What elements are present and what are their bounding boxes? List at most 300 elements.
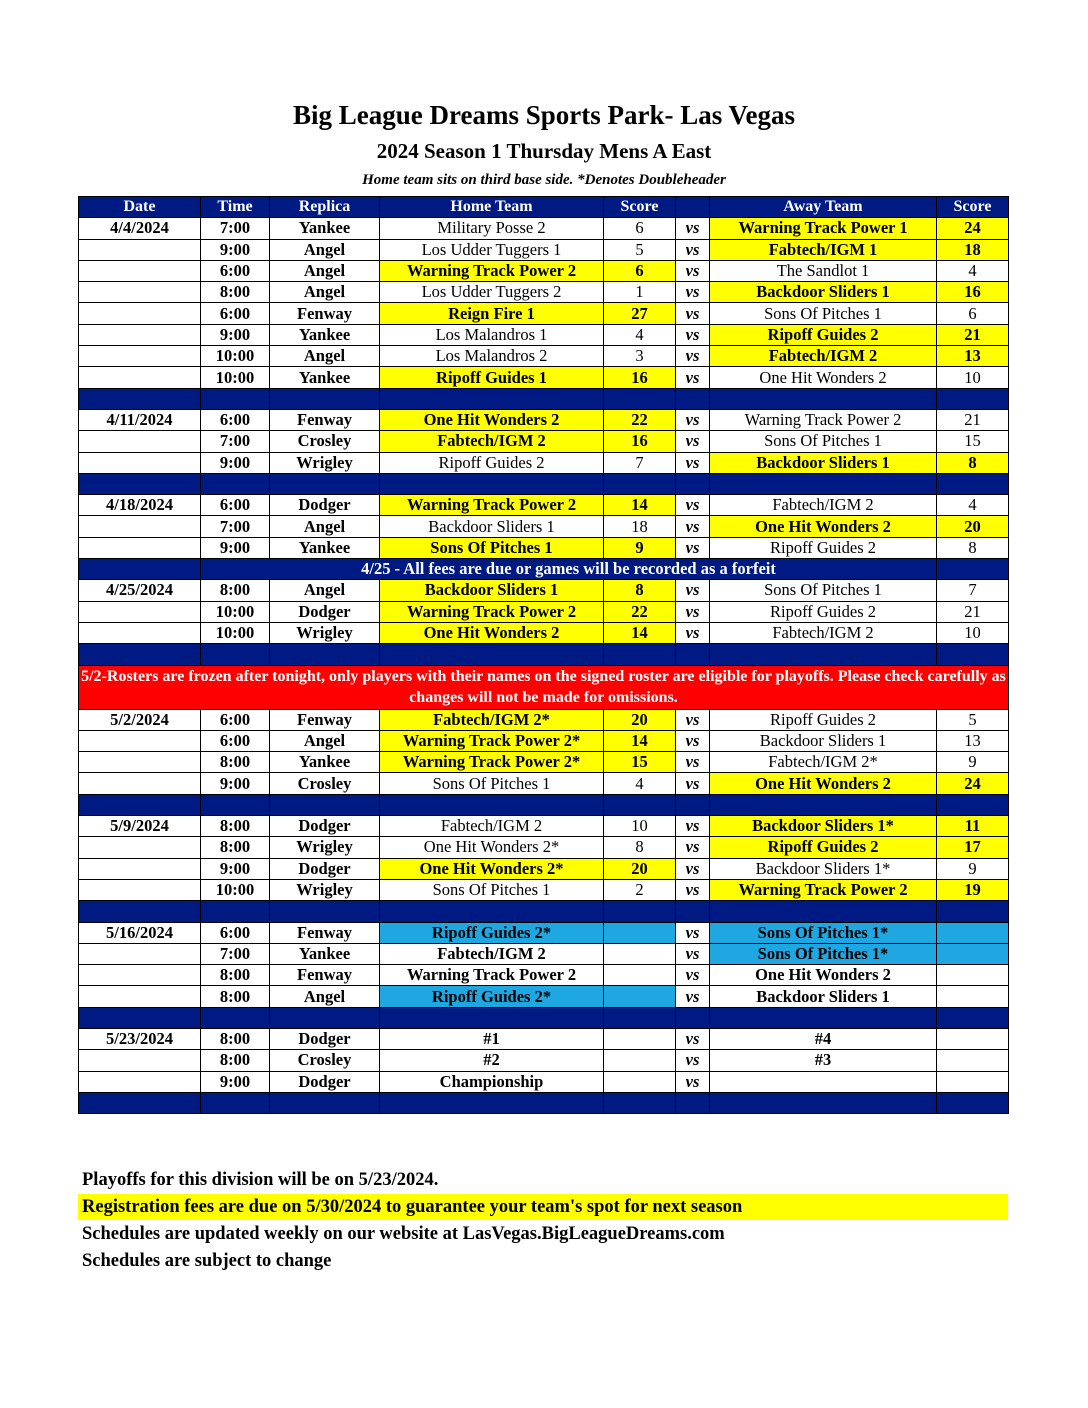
home-score bbox=[604, 922, 676, 943]
game-time: 7:00 bbox=[201, 431, 270, 452]
game-row bbox=[79, 837, 1009, 858]
separator-row bbox=[79, 644, 1009, 665]
game-time: 8:00 bbox=[201, 282, 270, 303]
away-team: One Hit Wonders 2 bbox=[710, 516, 937, 537]
home-team: Los Malandros 1 bbox=[380, 324, 604, 345]
vs-label: vs bbox=[676, 409, 710, 430]
game-date bbox=[79, 858, 201, 879]
fee-notice-end-cell bbox=[937, 559, 1009, 580]
separator-cell bbox=[676, 644, 710, 665]
home-score: 14 bbox=[604, 622, 676, 643]
home-team: Championship bbox=[380, 1071, 604, 1092]
game-time: 8:00 bbox=[201, 837, 270, 858]
away-team: #3 bbox=[710, 1050, 937, 1071]
game-date bbox=[79, 367, 201, 388]
game-replica-field: Crosley bbox=[270, 431, 380, 452]
vs-label: vs bbox=[676, 965, 710, 986]
away-team: Fabtech/IGM 2 bbox=[710, 346, 937, 367]
home-team: Sons Of Pitches 1 bbox=[380, 773, 604, 794]
game-row bbox=[79, 986, 1009, 1007]
vs-label: vs bbox=[676, 367, 710, 388]
away-team: Fabtech/IGM 2 bbox=[710, 622, 937, 643]
home-team: Ripoff Guides 1 bbox=[380, 367, 604, 388]
separator-cell bbox=[710, 388, 937, 409]
game-date bbox=[79, 239, 201, 260]
game-replica-field: Angel bbox=[270, 346, 380, 367]
separator-cell bbox=[270, 473, 380, 494]
away-team: #4 bbox=[710, 1028, 937, 1049]
game-time: 10:00 bbox=[201, 346, 270, 367]
game-date bbox=[79, 601, 201, 622]
game-row bbox=[79, 367, 1009, 388]
game-time: 9:00 bbox=[201, 858, 270, 879]
away-score: 6 bbox=[937, 303, 1009, 324]
col-header-time: Time bbox=[201, 197, 270, 218]
vs-label: vs bbox=[676, 730, 710, 751]
separator-cell bbox=[604, 388, 676, 409]
separator-cell bbox=[710, 644, 937, 665]
home-team: Warning Track Power 2* bbox=[380, 752, 604, 773]
separator-cell bbox=[676, 794, 710, 815]
vs-label: vs bbox=[676, 495, 710, 516]
away-score: 20 bbox=[937, 516, 1009, 537]
game-row bbox=[79, 431, 1009, 452]
separator-cell bbox=[270, 1092, 380, 1113]
game-date bbox=[79, 965, 201, 986]
game-date: 4/4/2024 bbox=[79, 218, 201, 239]
away-team bbox=[710, 1071, 937, 1092]
game-row bbox=[79, 730, 1009, 751]
home-score: 9 bbox=[604, 537, 676, 558]
home-score bbox=[604, 965, 676, 986]
separator-cell bbox=[201, 1092, 270, 1113]
game-date bbox=[79, 879, 201, 900]
home-team: Fabtech/IGM 2 bbox=[380, 943, 604, 964]
game-replica-field: Dodger bbox=[270, 816, 380, 837]
separator-cell bbox=[380, 794, 604, 815]
game-replica-field: Wrigley bbox=[270, 837, 380, 858]
away-score: 5 bbox=[937, 709, 1009, 730]
away-score: 4 bbox=[937, 260, 1009, 281]
game-time: 6:00 bbox=[201, 730, 270, 751]
separator-cell bbox=[79, 901, 201, 922]
home-score: 5 bbox=[604, 239, 676, 260]
away-team: Warning Track Power 2 bbox=[710, 409, 937, 430]
separator-cell bbox=[270, 794, 380, 815]
game-row bbox=[79, 580, 1009, 601]
away-team: Ripoff Guides 2 bbox=[710, 837, 937, 858]
game-row bbox=[79, 282, 1009, 303]
separator-cell bbox=[604, 1007, 676, 1028]
home-score: 6 bbox=[604, 218, 676, 239]
vs-label: vs bbox=[676, 816, 710, 837]
game-replica-field: Dodger bbox=[270, 495, 380, 516]
game-replica-field: Angel bbox=[270, 516, 380, 537]
away-team: Sons Of Pitches 1 bbox=[710, 431, 937, 452]
game-replica-field: Wrigley bbox=[270, 622, 380, 643]
separator-row bbox=[79, 1092, 1009, 1113]
game-replica-field: Yankee bbox=[270, 537, 380, 558]
separator-cell bbox=[380, 644, 604, 665]
col-header-replica: Replica bbox=[270, 197, 380, 218]
away-score: 13 bbox=[937, 730, 1009, 751]
vs-label: vs bbox=[676, 943, 710, 964]
game-time: 7:00 bbox=[201, 943, 270, 964]
vs-label: vs bbox=[676, 346, 710, 367]
home-score: 6 bbox=[604, 260, 676, 281]
game-date bbox=[79, 346, 201, 367]
separator-cell bbox=[79, 1092, 201, 1113]
vs-label: vs bbox=[676, 773, 710, 794]
away-score: 21 bbox=[937, 324, 1009, 345]
game-row bbox=[79, 452, 1009, 473]
game-time: 8:00 bbox=[201, 580, 270, 601]
game-date bbox=[79, 752, 201, 773]
game-row bbox=[79, 516, 1009, 537]
separator-cell bbox=[604, 901, 676, 922]
game-row bbox=[79, 943, 1009, 964]
game-time: 10:00 bbox=[201, 879, 270, 900]
game-row bbox=[79, 303, 1009, 324]
game-replica-field: Yankee bbox=[270, 752, 380, 773]
away-score: 7 bbox=[937, 580, 1009, 601]
separator-cell bbox=[79, 794, 201, 815]
game-replica-field: Angel bbox=[270, 282, 380, 303]
separator-row bbox=[79, 388, 1009, 409]
game-replica-field: Wrigley bbox=[270, 452, 380, 473]
game-date: 4/25/2024 bbox=[79, 580, 201, 601]
game-replica-field: Angel bbox=[270, 580, 380, 601]
separator-cell bbox=[604, 473, 676, 494]
game-date: 5/2/2024 bbox=[79, 709, 201, 730]
separator-cell bbox=[201, 901, 270, 922]
home-score: 8 bbox=[604, 837, 676, 858]
separator-cell bbox=[937, 1007, 1009, 1028]
home-team: #2 bbox=[380, 1050, 604, 1071]
fee-notice-text: 4/25 - All fees are due or games will be recorded as a forfeit bbox=[201, 559, 937, 580]
game-row bbox=[79, 622, 1009, 643]
game-time: 10:00 bbox=[201, 601, 270, 622]
away-score bbox=[937, 1028, 1009, 1049]
home-score: 16 bbox=[604, 431, 676, 452]
home-score: 22 bbox=[604, 409, 676, 430]
game-replica-field: Yankee bbox=[270, 367, 380, 388]
away-score bbox=[937, 1071, 1009, 1092]
away-team: Backdoor Sliders 1* bbox=[710, 858, 937, 879]
away-score: 19 bbox=[937, 879, 1009, 900]
home-team: One Hit Wonders 2 bbox=[380, 409, 604, 430]
home-score bbox=[604, 1050, 676, 1071]
home-team: One Hit Wonders 2* bbox=[380, 858, 604, 879]
away-team: Sons Of Pitches 1* bbox=[710, 922, 937, 943]
game-date bbox=[79, 452, 201, 473]
home-score: 4 bbox=[604, 324, 676, 345]
game-time: 6:00 bbox=[201, 260, 270, 281]
page-title: Big League Dreams Sports Park- Las Vegas bbox=[292, 100, 796, 130]
home-team: Ripoff Guides 2 bbox=[380, 452, 604, 473]
separator-cell bbox=[79, 388, 201, 409]
separator-row bbox=[79, 1007, 1009, 1028]
game-time: 6:00 bbox=[201, 709, 270, 730]
away-score: 10 bbox=[937, 622, 1009, 643]
schedule-note: Home team sits on third base side. *Denotes Doubleheader bbox=[362, 172, 726, 188]
home-score: 3 bbox=[604, 346, 676, 367]
separator-cell bbox=[380, 1007, 604, 1028]
col-header-vs bbox=[676, 197, 710, 218]
vs-label: vs bbox=[676, 1071, 710, 1092]
col-header-away-score: Score bbox=[937, 197, 1009, 218]
playoffs-notice: Playoffs for this division will be on 5/23/2024. bbox=[82, 1170, 439, 1190]
website-notice: Schedules are updated weekly on our website at LasVegas.BigLeagueDreams.com bbox=[82, 1224, 725, 1244]
home-score: 20 bbox=[604, 709, 676, 730]
game-time: 9:00 bbox=[201, 239, 270, 260]
game-date bbox=[79, 1050, 201, 1071]
vs-label: vs bbox=[676, 601, 710, 622]
home-score: 22 bbox=[604, 601, 676, 622]
col-header-home-team: Home Team bbox=[380, 197, 604, 218]
game-replica-field: Fenway bbox=[270, 922, 380, 943]
fee-notice-row bbox=[79, 559, 1009, 580]
home-team: Warning Track Power 2 bbox=[380, 965, 604, 986]
away-score: 21 bbox=[937, 409, 1009, 430]
game-row bbox=[79, 773, 1009, 794]
game-row bbox=[79, 324, 1009, 345]
game-date: 5/9/2024 bbox=[79, 816, 201, 837]
home-score bbox=[604, 986, 676, 1007]
home-team: Warning Track Power 2* bbox=[380, 730, 604, 751]
home-team: Fabtech/IGM 2* bbox=[380, 709, 604, 730]
away-team: Sons Of Pitches 1 bbox=[710, 303, 937, 324]
home-score: 14 bbox=[604, 730, 676, 751]
away-score: 21 bbox=[937, 601, 1009, 622]
separator-cell bbox=[710, 794, 937, 815]
registration-notice: Registration fees are due on 5/30/2024 to guarantee your team's spot for next season bbox=[78, 1194, 1008, 1220]
game-date: 4/11/2024 bbox=[79, 409, 201, 430]
game-row bbox=[79, 409, 1009, 430]
game-row bbox=[79, 346, 1009, 367]
away-team: Ripoff Guides 2 bbox=[710, 324, 937, 345]
game-time: 6:00 bbox=[201, 495, 270, 516]
game-time: 8:00 bbox=[201, 965, 270, 986]
away-team: Fabtech/IGM 2* bbox=[710, 752, 937, 773]
game-row bbox=[79, 709, 1009, 730]
separator-cell bbox=[676, 1092, 710, 1113]
away-score: 4 bbox=[937, 495, 1009, 516]
separator-cell bbox=[676, 1007, 710, 1028]
table-header-row bbox=[79, 197, 1009, 218]
vs-label: vs bbox=[676, 580, 710, 601]
vs-label: vs bbox=[676, 752, 710, 773]
home-team: Los Malandros 2 bbox=[380, 346, 604, 367]
roster-alert-row bbox=[79, 665, 1009, 709]
col-header-date: Date bbox=[79, 197, 201, 218]
separator-cell bbox=[201, 1007, 270, 1028]
away-team: Fabtech/IGM 1 bbox=[710, 239, 937, 260]
away-score: 17 bbox=[937, 837, 1009, 858]
game-row bbox=[79, 495, 1009, 516]
separator-cell bbox=[604, 1092, 676, 1113]
away-score: 9 bbox=[937, 858, 1009, 879]
away-score bbox=[937, 943, 1009, 964]
vs-label: vs bbox=[676, 282, 710, 303]
away-team: Backdoor Sliders 1 bbox=[710, 452, 937, 473]
col-header-away-team: Away Team bbox=[710, 197, 937, 218]
away-score: 9 bbox=[937, 752, 1009, 773]
game-date bbox=[79, 773, 201, 794]
away-team: Warning Track Power 2 bbox=[710, 879, 937, 900]
home-team: Warning Track Power 2 bbox=[380, 260, 604, 281]
separator-cell bbox=[201, 644, 270, 665]
game-date bbox=[79, 837, 201, 858]
separator-cell bbox=[710, 1007, 937, 1028]
away-score: 15 bbox=[937, 431, 1009, 452]
vs-label: vs bbox=[676, 452, 710, 473]
home-team: Backdoor Sliders 1 bbox=[380, 580, 604, 601]
game-replica-field: Crosley bbox=[270, 773, 380, 794]
game-date bbox=[79, 1071, 201, 1092]
game-time: 8:00 bbox=[201, 752, 270, 773]
away-team: Warning Track Power 1 bbox=[710, 218, 937, 239]
game-replica-field: Angel bbox=[270, 239, 380, 260]
home-score: 2 bbox=[604, 879, 676, 900]
away-team: One Hit Wonders 2 bbox=[710, 773, 937, 794]
separator-cell bbox=[270, 388, 380, 409]
game-row bbox=[79, 816, 1009, 837]
game-date bbox=[79, 986, 201, 1007]
vs-label: vs bbox=[676, 303, 710, 324]
home-team: Fabtech/IGM 2 bbox=[380, 431, 604, 452]
page-subtitle: 2024 Season 1 Thursday Mens A East bbox=[376, 139, 712, 163]
away-team: Sons Of Pitches 1* bbox=[710, 943, 937, 964]
home-team: Warning Track Power 2 bbox=[380, 495, 604, 516]
home-score: 7 bbox=[604, 452, 676, 473]
game-time: 6:00 bbox=[201, 303, 270, 324]
away-score: 13 bbox=[937, 346, 1009, 367]
separator-cell bbox=[270, 901, 380, 922]
home-score: 8 bbox=[604, 580, 676, 601]
away-team: Backdoor Sliders 1 bbox=[710, 986, 937, 1007]
separator-cell bbox=[937, 901, 1009, 922]
game-replica-field: Fenway bbox=[270, 709, 380, 730]
game-replica-field: Yankee bbox=[270, 943, 380, 964]
home-team: Military Posse 2 bbox=[380, 218, 604, 239]
game-replica-field: Angel bbox=[270, 730, 380, 751]
game-time: 9:00 bbox=[201, 452, 270, 473]
home-score bbox=[604, 1028, 676, 1049]
separator-cell bbox=[676, 473, 710, 494]
home-team: Los Udder Tuggers 1 bbox=[380, 239, 604, 260]
game-row bbox=[79, 601, 1009, 622]
game-date: 5/23/2024 bbox=[79, 1028, 201, 1049]
fee-notice-date-cell bbox=[79, 559, 201, 580]
game-time: 8:00 bbox=[201, 1050, 270, 1071]
separator-cell bbox=[710, 473, 937, 494]
separator-cell bbox=[676, 388, 710, 409]
home-team: One Hit Wonders 2* bbox=[380, 837, 604, 858]
separator-cell bbox=[380, 901, 604, 922]
game-row bbox=[79, 1028, 1009, 1049]
home-score: 4 bbox=[604, 773, 676, 794]
away-team: Ripoff Guides 2 bbox=[710, 709, 937, 730]
game-row bbox=[79, 879, 1009, 900]
separator-cell bbox=[270, 1007, 380, 1028]
home-team: Backdoor Sliders 1 bbox=[380, 516, 604, 537]
vs-label: vs bbox=[676, 239, 710, 260]
game-time: 10:00 bbox=[201, 622, 270, 643]
separator-cell bbox=[380, 388, 604, 409]
game-row bbox=[79, 537, 1009, 558]
separator-cell bbox=[79, 644, 201, 665]
separator-cell bbox=[604, 794, 676, 815]
game-time: 6:00 bbox=[201, 409, 270, 430]
away-team: Ripoff Guides 2 bbox=[710, 601, 937, 622]
away-team: The Sandlot 1 bbox=[710, 260, 937, 281]
game-replica-field: Fenway bbox=[270, 409, 380, 430]
game-row bbox=[79, 239, 1009, 260]
away-score: 24 bbox=[937, 218, 1009, 239]
game-row bbox=[79, 260, 1009, 281]
separator-cell bbox=[201, 388, 270, 409]
home-team: One Hit Wonders 2 bbox=[380, 622, 604, 643]
game-replica-field: Crosley bbox=[270, 1050, 380, 1071]
game-replica-field: Dodger bbox=[270, 858, 380, 879]
away-team: Backdoor Sliders 1 bbox=[710, 282, 937, 303]
game-date bbox=[79, 260, 201, 281]
change-notice: Schedules are subject to change bbox=[82, 1251, 332, 1271]
separator-row bbox=[79, 794, 1009, 815]
game-time: 10:00 bbox=[201, 367, 270, 388]
vs-label: vs bbox=[676, 260, 710, 281]
game-date bbox=[79, 324, 201, 345]
game-date bbox=[79, 431, 201, 452]
game-date bbox=[79, 516, 201, 537]
separator-row bbox=[79, 901, 1009, 922]
game-date bbox=[79, 537, 201, 558]
home-score: 14 bbox=[604, 495, 676, 516]
game-row bbox=[79, 965, 1009, 986]
away-team: One Hit Wonders 2 bbox=[710, 367, 937, 388]
game-row bbox=[79, 922, 1009, 943]
home-team: Sons Of Pitches 1 bbox=[380, 537, 604, 558]
separator-cell bbox=[937, 1092, 1009, 1113]
separator-cell bbox=[201, 794, 270, 815]
roster-alert-text: 5/2-Rosters are frozen after tonight, only players with their names on the signed roster are eligible for playoffs. Please check carefully as changes will not be made for omissions. bbox=[79, 665, 1009, 709]
home-team: Reign Fire 1 bbox=[380, 303, 604, 324]
home-team: Ripoff Guides 2* bbox=[380, 922, 604, 943]
vs-label: vs bbox=[676, 879, 710, 900]
game-replica-field: Angel bbox=[270, 260, 380, 281]
separator-cell bbox=[710, 1092, 937, 1113]
game-replica-field: Dodger bbox=[270, 1071, 380, 1092]
vs-label: vs bbox=[676, 516, 710, 537]
vs-label: vs bbox=[676, 1050, 710, 1071]
away-team: Fabtech/IGM 2 bbox=[710, 495, 937, 516]
vs-label: vs bbox=[676, 622, 710, 643]
vs-label: vs bbox=[676, 858, 710, 879]
away-team: Sons Of Pitches 1 bbox=[710, 580, 937, 601]
home-score: 20 bbox=[604, 858, 676, 879]
game-replica-field: Dodger bbox=[270, 1028, 380, 1049]
game-time: 9:00 bbox=[201, 537, 270, 558]
separator-row bbox=[79, 473, 1009, 494]
home-score: 27 bbox=[604, 303, 676, 324]
game-replica-field: Yankee bbox=[270, 218, 380, 239]
vs-label: vs bbox=[676, 709, 710, 730]
vs-label: vs bbox=[676, 986, 710, 1007]
game-row bbox=[79, 858, 1009, 879]
separator-cell bbox=[79, 1007, 201, 1028]
away-team: One Hit Wonders 2 bbox=[710, 965, 937, 986]
